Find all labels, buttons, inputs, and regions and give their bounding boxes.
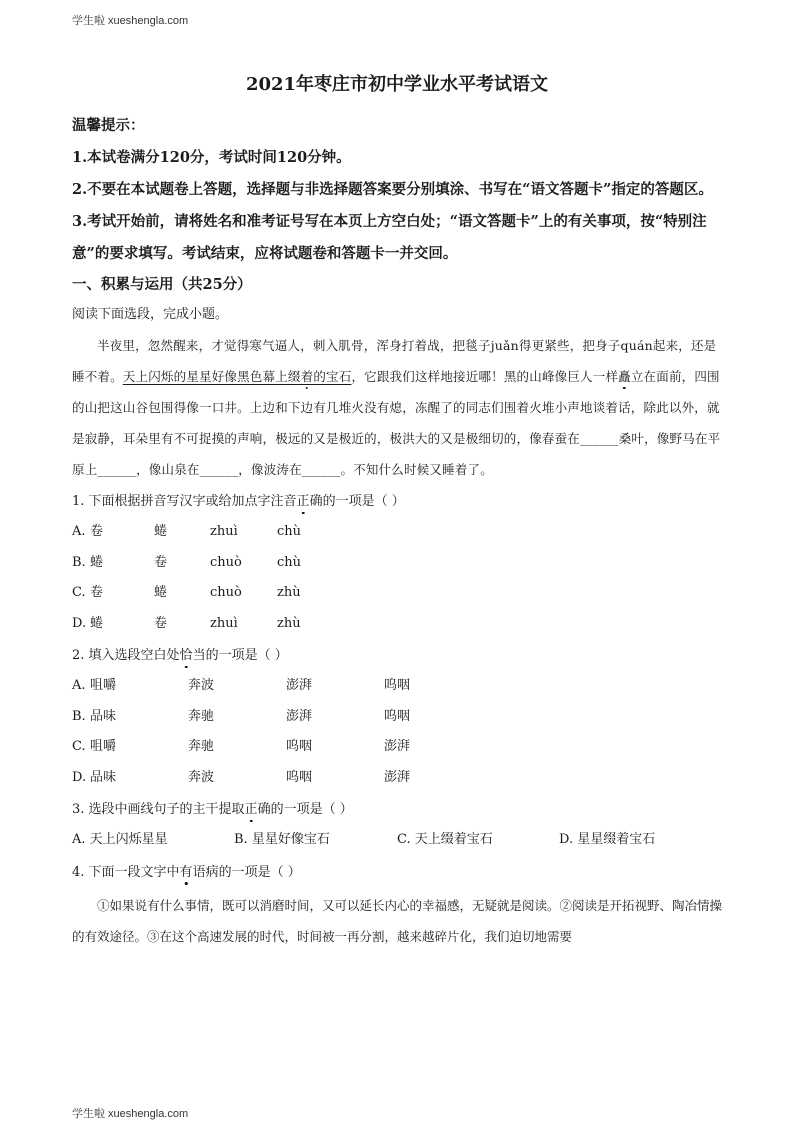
tips-heading: 温馨提示： (72, 117, 145, 134)
option-row[interactable]: D. 品味 奔波 呜咽 澎湃 (72, 769, 411, 785)
dotted-char: 正 (244, 802, 258, 817)
question-1: 1. 下面根据拼音写汉字或给加点字注音正确的一项是（ ） (72, 494, 405, 509)
option-d[interactable]: D. 星星缀着宝石 (559, 832, 656, 847)
page-title: 2021年枣庄市初中学业水平考试语文 (245, 74, 549, 95)
tip-3: 3.考试开始前，请将姓名和准考证号写在本页上方空白处；“语文答题卡”上的有关事项，按“特别注意”的要求填写。考试结束，应将试题卷和答题卡一并交回。 (72, 213, 707, 262)
passage-part-3: 立在面前，四围的山把这山谷包围得像一口井。上边和下边有几堆火没有熄，冻醒了的同志们围着火堆小声地谈着话，除此以外，就是寂静，耳朵里有不可捉摸的声响，极远的又是极近的，极洪大的又是极细切的，像春蚕在______桑叶，像野马在平原上______，像山泉在______，像波涛在______。不知什么时候又睡着了。 (72, 369, 721, 477)
tip-1: 1.本试卷满分120分，考试时间120分钟。 (72, 149, 351, 166)
question-2: 2. 填入选段空白处恰当的一项是（ ） (72, 648, 288, 663)
watermark-bottom: 学生啦 xueshengla.com (72, 1108, 189, 1120)
option-row[interactable]: D. 蜷 卷 zhuì zhù (72, 615, 301, 631)
document-body (72, 70, 722, 952)
watermark-top: 学生啦 xueshengla.com (72, 15, 189, 27)
option-row[interactable]: A. 卷 蜷 zhuì chù (72, 524, 302, 539)
dotted-char: 有 (179, 864, 193, 880)
tip-2: 2.不要在本试题卷上答题，选择题与非选择题答案要分别填涂、书写在“语文答题卡”指定的答题区。 (72, 181, 713, 198)
reading-passage (72, 330, 722, 485)
option-b[interactable]: B. 星星好像宝石 (234, 832, 330, 847)
dotted-char: 恰 (179, 648, 193, 663)
question-2-options (72, 671, 722, 793)
option-row[interactable]: B. 蜷 卷 chuò chù (72, 554, 302, 570)
option-a[interactable]: A. 天上闪烁星星 (72, 832, 168, 847)
section-heading: 一、积累与运用（共25分） (72, 276, 252, 293)
dotted-char: 正 (296, 494, 310, 509)
question-3: 3. 选段中画线句子的主干提取正确的一项是（ ） (72, 802, 353, 817)
question-4-passage: ①如果说有什么事情，既可以消磨时间，又可以延长内心的幸福感，无疑就是阅读。②阅读是开拓视野、陶冶情操的有效途径。③在这个高速发展的时代，时间被一再分割，越来越碎片化，我们迫切地需要 (72, 897, 723, 944)
option-row[interactable]: C. 咀嚼 奔驰 呜咽 澎湃 (72, 739, 411, 754)
question-1-options (72, 517, 722, 639)
question-3-options (72, 825, 722, 856)
underlined-sentence: 天上闪烁的星星好像黑色幕上缀着的宝石 (122, 369, 352, 384)
passage-part-1: 半夜里，忽然醒来，才觉得寒气逼人，刺入肌骨，浑身打着战，把毯子juǎn得更紧些，把身子quán起来，还是睡不着。 (72, 338, 717, 384)
option-c[interactable]: C. 天上缀着宝石 (397, 832, 493, 847)
question-4: 4. 下面一段文字中有语病的一项是（ ） (72, 864, 301, 880)
passage-part-2: ，它跟我们这样地接近哪！黑的山峰像巨人一样 (351, 369, 619, 384)
option-row[interactable]: C. 卷 蜷 chuò zhù (72, 585, 301, 600)
option-row[interactable]: B. 品味 奔驰 澎湃 呜咽 (72, 708, 411, 724)
instruction: 阅读下面选段，完成小题。 (72, 307, 229, 322)
dotted-char: 矗 (618, 369, 631, 384)
option-row[interactable]: A. 咀嚼 奔波 澎湃 呜咽 (72, 678, 411, 693)
dotted-char: 着 (300, 369, 314, 384)
